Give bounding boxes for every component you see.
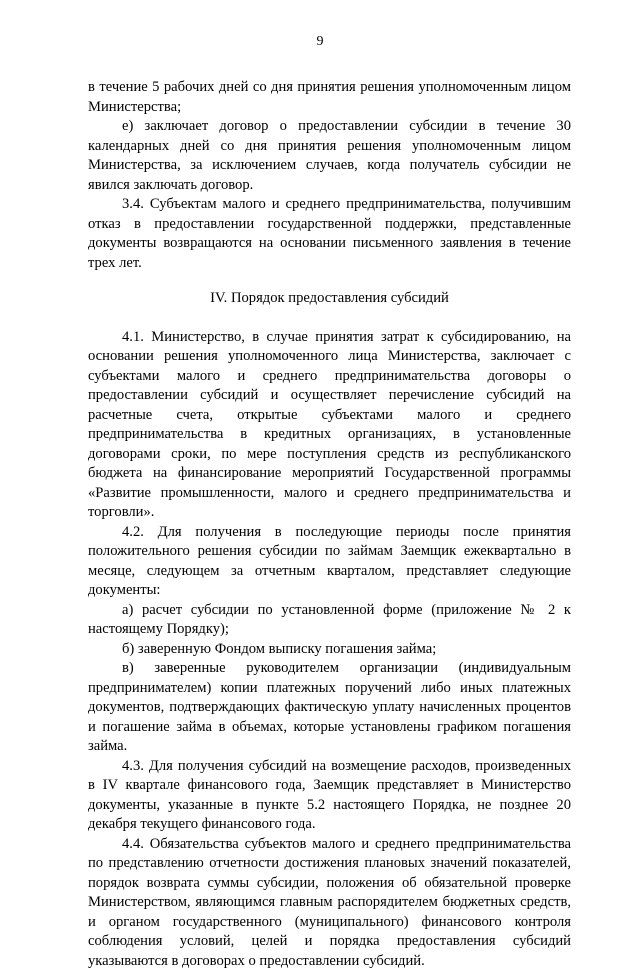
paragraph-3-4: 3.4. Субъектам малого и среднего предпринимательства, получившим отказ в предоставлении государственной поддержки, представленные документы возвращаются на основании письменного заявления в течение трех лет. bbox=[88, 195, 571, 273]
paragraph-continuation: в течение 5 рабочих дней со дня принятия решения уполномоченным лицом Министерства; bbox=[88, 78, 571, 117]
paragraph-4-2: 4.2. Для получения в последующие периоды после принятия положительного решения субсидии по займам Заемщик ежеквартально в месяце, следующем за отчетным кварталом, представляет следующие документы: bbox=[88, 523, 571, 601]
document-body bbox=[88, 78, 571, 971]
paragraph-item-v: в) заверенные руководителем организации (индивидуальным предпринимателем) копии платежных поручений либо иных платежных документов, подтверждающих фактическую уплату начисленных процентов и погашение займа в объемах, которые установлены графиком погашения займа. bbox=[88, 659, 571, 757]
paragraph-4-4: 4.4. Обязательства субъектов малого и среднего предпринимательства по представлению отчетности достижения плановых значений показателей, порядок возврата суммы субсидии, положения об обязательной проверке Министерством, являющимся главным распорядителем бюджетных средств, и органом государственного (муниципального) финансового контроля соблюдения условий, целей и порядка предоставления субсидий указываются в договорах о предоставлении субсидий. bbox=[88, 835, 571, 971]
paragraph-4-3: 4.3. Для получения субсидий на возмещение расходов, произведенных в IV квартале финансового года, Заемщик представляет в Министерство документы, указанные в пункте 5.2 настоящего Порядка, не позднее 20 декабря текущего финансового года. bbox=[88, 757, 571, 835]
paragraph-4-1: 4.1. Министерство, в случае принятия затрат к субсидированию, на основании решения уполномоченного лица Министерства, заключает с субъектами малого и среднего предпринимательства договоры о предоставлении субсидий и осуществляет перечисление субсидий на расчетные счета, открытые субъектами малого и среднего предпринимательства в кредитных организациях, в установленные договорами сроки, по мере поступления средств из республиканского бюджета на финансирование мероприятий Государственной программы «Развитие промышленности, малого и среднего предпринимательства и торговли». bbox=[88, 328, 571, 523]
page-number: 9 bbox=[0, 34, 640, 50]
paragraph-item-b: б) заверенную Фондом выписку погашения займа; bbox=[88, 640, 571, 660]
paragraph-item-a: а) расчет субсидии по установленной форме (приложение № 2 к настоящему Порядку); bbox=[88, 601, 571, 640]
paragraph-item-e: е) заключает договор о предоставлении субсидии в течение 30 календарных дней со дня принятия решения уполномоченным лицом Министерства, за исключением случаев, когда получатель субсидии не явился заключать договор. bbox=[88, 117, 571, 195]
section-heading: IV. Порядок предоставления субсидий bbox=[88, 289, 571, 309]
